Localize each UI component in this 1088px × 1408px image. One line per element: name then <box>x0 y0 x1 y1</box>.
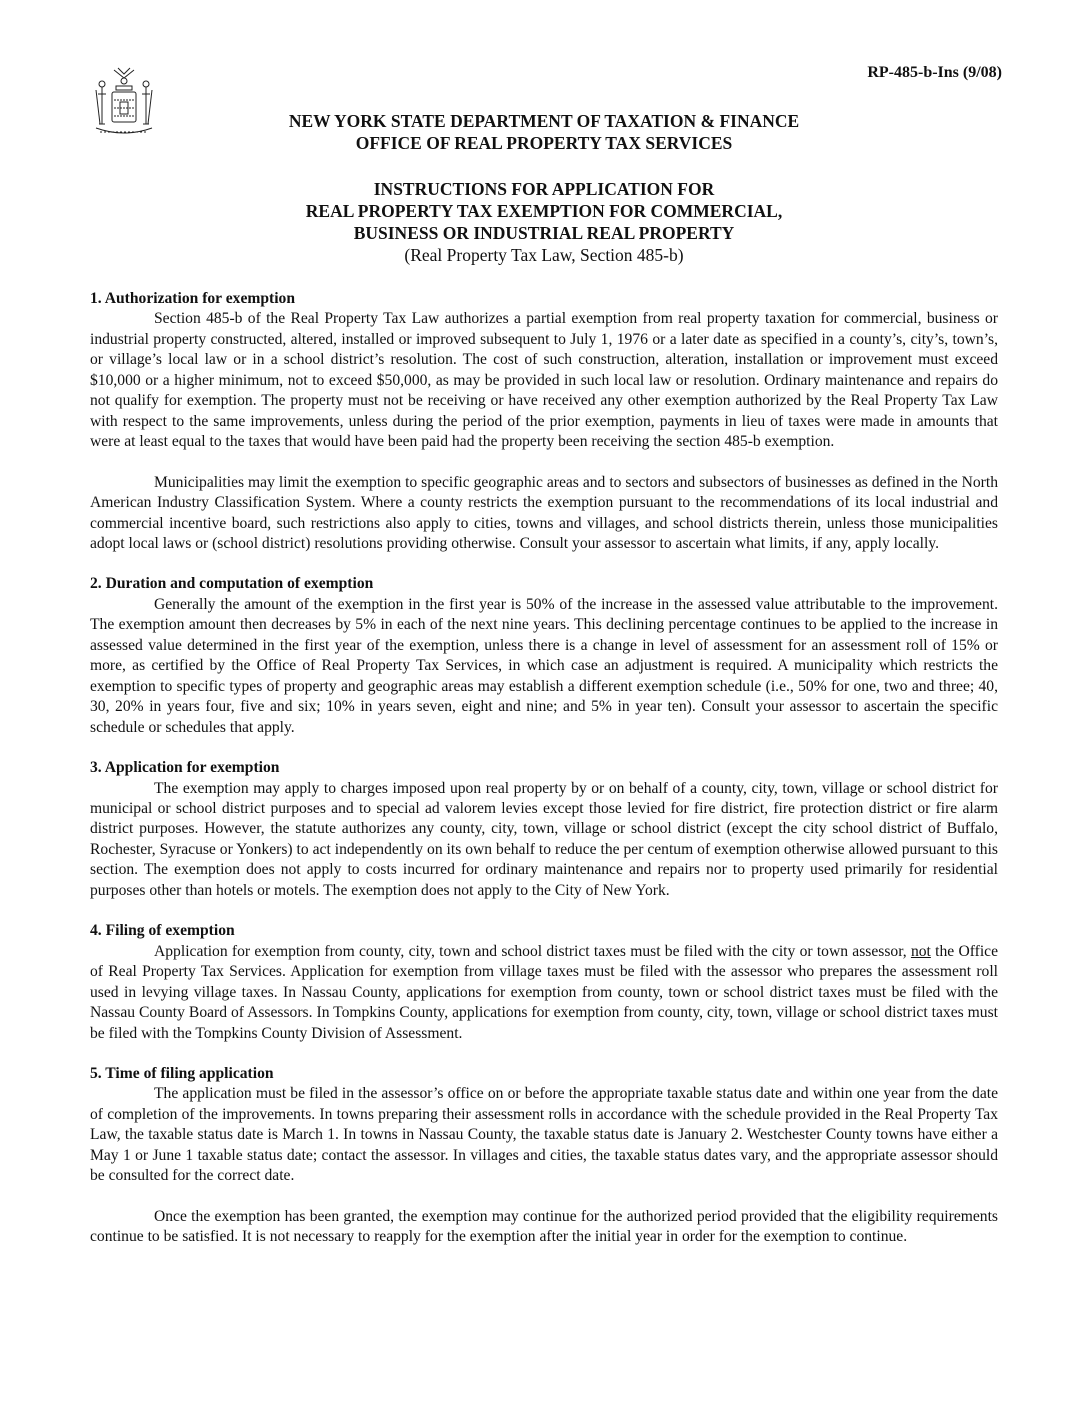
section-application <box>90 758 998 901</box>
document-title-line-2: REAL PROPERTY TAX EXEMPTION FOR COMMERCIAL, <box>305 201 783 221</box>
document-title-line-1: INSTRUCTIONS FOR APPLICATION FOR <box>373 179 715 199</box>
section-title: 5. Time of filing application <box>90 1064 274 1082</box>
section-title: 1. Authorization for exemption <box>90 290 296 307</box>
section-title: 3. Application for exemption <box>90 759 280 777</box>
document-body <box>90 289 998 1248</box>
section-duration <box>90 574 998 738</box>
emphasis-underlined: not <box>910 942 931 960</box>
paragraph-text: the Office of Real Property Tax Services. Application for exemption from village taxes must be filed with the assessor who prepares the assessment roll used in levying village taxes. In Nassau County, applications for exemption from county, town or school district taxes must be filed with the Nassau County Board of Assessors. In Tompkins County, applications for exemption from county, city, town, village or school district taxes must be filed with the Tompkins County Division of Assessment. <box>90 942 998 1042</box>
paragraph: Generally the amount of the exemption in the first year is 50% of the increase in the assessed value attributable to the improvement. The exemption amount then decreases by 5% in each of the next nine years. This declining percentage continues to be applied to the increase in assessed value determined in the first year of the exemption, unless there is a change in level of assessment for an assessment roll of 15% or more, as certified by the Office of Real Property Tax Services, in which case an adjustment is required. A municipality which restricts the exemption to specific types of property and geographic areas may establish a different exemption schedule (i.e., 50% for one, two and three; 40, 30, 20% in years four, five and six; 10% in years seven, eight and nine; and 5% in year ten). Consult your assessor to ascertain the specific schedule or schedules that apply. <box>90 595 998 736</box>
document-title-line-3: BUSINESS OR INDUSTRIAL REAL PROPERTY <box>353 223 735 243</box>
paragraph: The exemption may apply to charges imposed upon real property by or on behalf of a county, city, town, village or school district for municipal or school district purposes and to special ad valorem levies except those levied for fire district, fire protection district or fire alarm district purposes. However, the statute authorizes any county, city, town, village or school district (except the city school district of Buffalo, Rochester, Syracuse or Yonkers) to act independently on its own behalf to reduce the per centum of exemption otherwise allowed pursuant to this section. The exemption does not apply to costs incurred for ordinary maintenance and repairs nor to property used primarily for residential purposes other than hotels or motels. The exemption does not apply to the City of New York. <box>90 779 998 899</box>
form-id: RP-485-b-Ins (9/08) <box>867 64 1002 81</box>
section-time-of-filing <box>90 1064 998 1248</box>
section-title: 2. Duration and computation of exemption <box>90 575 374 593</box>
paragraph: Section 485-b of the Real Property Tax Law authorizes a partial exemption from real property taxation for commercial, business or industrial property constructed, altered, installed or improved subsequent to July 1, 1976 or a later date as specified in a county’s, city’s, town’s, or village’s local law or in a school district’s resolution. The cost of such construction, alteration, installation or improvement must exceed $10,000 or a higher minimum, not to exceed $50,000, as may be provided in such local law or resolution. Ordinary maintenance and repairs do not qualify for exemption. The property must not be receiving or have received any other exemption authorized by the Real Property Tax Law with respect to the same improvements, unless during the period of the prior exemption, payments in lieu of taxes were made in amounts that were at least equal to the taxes that would have been paid had the property been receiving the section 485-b exemption. <box>90 310 998 451</box>
agency-name: NEW YORK STATE DEPARTMENT OF TAXATION & FINANCE <box>288 111 800 131</box>
document-subtitle: (Real Property Tax Law, Section 485-b) <box>404 245 684 265</box>
document-header <box>0 110 1088 266</box>
paragraph-text: Application for exemption from county, city, town and school district taxes must be filed with the city or town assessor, <box>154 942 911 960</box>
office-name: OFFICE OF REAL PROPERTY TAX SERVICES <box>355 133 733 153</box>
section-authorization <box>90 289 998 554</box>
paragraph <box>90 942 998 1044</box>
section-filing <box>90 921 998 1044</box>
paragraph: Once the exemption has been granted, the exemption may continue for the authorized period provided that the eligibility requirements continue to be satisfied. It is not necessary to reapply for the exemption after the initial year in order for the exemption to continue. <box>90 1207 998 1246</box>
section-title: 4. Filing of exemption <box>90 922 235 940</box>
paragraph: Municipalities may limit the exemption to specific geographic areas and to sectors and subsectors of businesses as defined in the North American Industry Classification System. Where a county restricts the exemption pursuant to the recommendations of its local industrial and commercial incentive board, such restrictions also apply to cities, towns and villages, and school districts therein, unless those municipalities adopt local laws or (school district) resolutions providing otherwise. Consult your assessor to ascertain what limits, if any, apply locally. <box>90 473 998 552</box>
paragraph: The application must be filed in the assessor’s office on or before the appropriate taxable status date and within one year from the date of completion of the improvements. In towns preparing their assessment rolls in accordance with the schedule provided in the Real Property Tax Law, the taxable status date is March 1. In towns in Nassau County, the taxable status date is January 2. Westchester County towns have either a May 1 or June 1 taxable status date; contact the assessor. In villages and cities, the taxable status dates vary, and the appropriate assessor should be consulted for the correct date. <box>90 1085 998 1185</box>
